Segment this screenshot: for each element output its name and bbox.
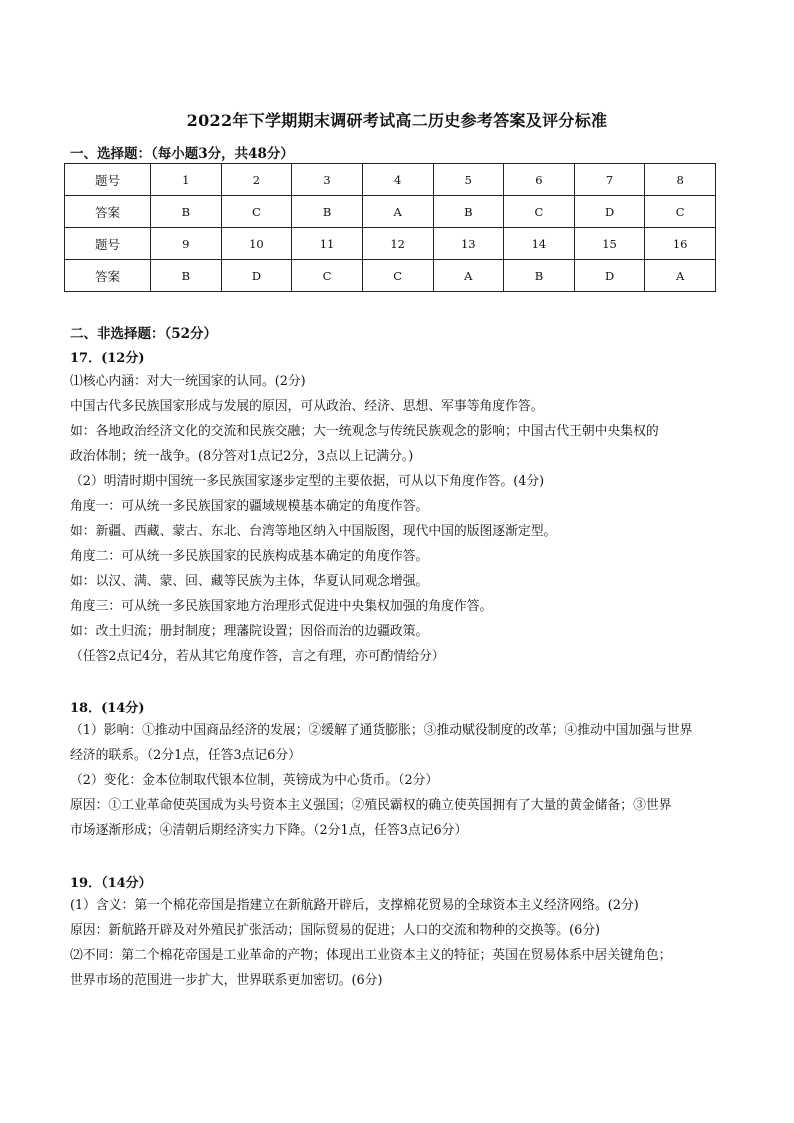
answer-line: 经济的联系。（2分1点，任答3点记6分） [70,748,301,763]
table-cell: C [645,196,716,228]
answer-line: 原因：①工业革命使英国成为头号资本主义强国；②殖民霸权的确立使英国拥有了大量的黄金储备；③世界 [70,798,672,813]
question-17-heading: 17．(12分) [70,351,145,366]
table-cell: B [433,196,504,228]
answer-line: 角度一：可从统一多民族国家的疆域规模基本确定的角度作答。 [70,499,429,514]
answer-line: 如：新疆、西藏、蒙古、东北、台湾等地区纳入中国版图，现代中国的版图逐渐定型。 [70,524,557,539]
table-cell: A [362,196,433,228]
row-label: 题号 [65,164,151,196]
section-2-heading: 二、非选择题：（52分） [70,326,218,342]
answer-line: 角度三：可从统一多民族国家地方治理形式促进中央集权加强的角度作答。 [70,599,493,614]
table-row [65,260,716,292]
table-cell: B [504,260,575,292]
question-18-answer [70,718,730,843]
question-18-heading: 18．(14分) [70,701,145,716]
table-cell: 10 [221,228,292,260]
table-cell: 11 [292,228,363,260]
table-row [65,228,716,260]
answer-line: 政治体制；统一战争。(8分答对1点记2分，3点以上记满分。) [70,449,414,464]
answer-line: 如：改土归流；册封制度；理藩院设置；因俗而治的边疆政策。 [70,624,429,639]
table-cell: B [151,260,222,292]
table-cell: D [574,196,645,228]
answer-line: （2）明清时期中国统一多民族国家逐步定型的主要依据，可从以下角度作答。(4分) [70,474,545,489]
table-cell: 13 [433,228,504,260]
table-cell: B [292,196,363,228]
answer-line: （任答2点记4分，若从其它角度作答，言之有理，亦可酌情给分） [70,649,445,664]
row-label: 题号 [65,228,151,260]
table-cell: A [433,260,504,292]
row-label: 答案 [65,196,151,228]
table-cell: A [645,260,716,292]
answer-line: ⑴核心内涵：对大一统国家的认同。(2分) [70,374,306,389]
table-cell: C [221,196,292,228]
answer-line: 世界市场的范围进一步扩大，世界联系更加密切。(6分) [70,973,383,988]
table-cell: D [574,260,645,292]
table-cell: 8 [645,164,716,196]
table-cell: C [362,260,433,292]
table-cell: 6 [504,164,575,196]
table-cell: B [151,196,222,228]
section-1-heading: 一、选择题：（每小题3分，共48分） [70,146,294,162]
table-row [65,196,716,228]
table-cell: 7 [574,164,645,196]
answer-line: 如：各地政治经济文化的交流和民族交融；大一统观念与传统民族观念的影响；中国古代王朝中央集权的 [70,424,659,439]
answer-line: （1）影响：①推动中国商品经济的发展；②缓解了通货膨胀；③推动赋役制度的改革；④推动中国加强与世界 [70,723,693,738]
answer-line: 如：以汉、满、蒙、回、藏等民族为主体，华夏认同观念增强。 [70,574,429,589]
table-cell: D [221,260,292,292]
table-cell: 5 [433,164,504,196]
table-cell: 16 [645,228,716,260]
table-row [65,164,716,196]
answer-line: （2）变化：金本位制取代银本位制，英镑成为中心货币。（2分） [70,773,439,788]
table-cell: 2 [221,164,292,196]
answer-line: ⑵不同：第二个棉花帝国是工业革命的产物；体现出工业资本主义的特征；英国在贸易体系中居关键角色； [70,948,672,963]
table-cell: 4 [362,164,433,196]
table-cell: C [292,260,363,292]
table-cell: 14 [504,228,575,260]
answer-line: 市场逐渐形成；④清朝后期经济实力下降。（2分1点，任答3点记6分） [70,823,468,838]
question-19-answer [70,893,730,993]
question-19-heading: 19．（14分） [70,876,152,891]
question-17-answer [70,369,730,669]
table-cell: 3 [292,164,363,196]
answer-line: 中国古代多民族国家形成与发展的原因，可从政治、经济、思想、军事等角度作答。 [70,399,544,414]
row-label: 答案 [65,260,151,292]
answer-table [64,163,716,292]
answer-line: 角度二：可从统一多民族国家的民族构成基本确定的角度作答。 [70,549,429,564]
table-cell: 1 [151,164,222,196]
answer-line: 原因：新航路开辟及对外殖民扩张活动；国际贸易的促进；人口的交流和物种的交换等。(6分) [70,923,601,938]
table-cell: 15 [574,228,645,260]
document-title: 2022年下学期期末调研考试高二历史参考答案及评分标准 [186,111,608,130]
answer-line: (1）含义：第一个棉花帝国是指建立在新航路开辟后，支撑棉花贸易的全球资本主义经济网络。(2分) [70,898,639,913]
table-cell: 12 [362,228,433,260]
table-cell: 9 [151,228,222,260]
table-cell: C [504,196,575,228]
